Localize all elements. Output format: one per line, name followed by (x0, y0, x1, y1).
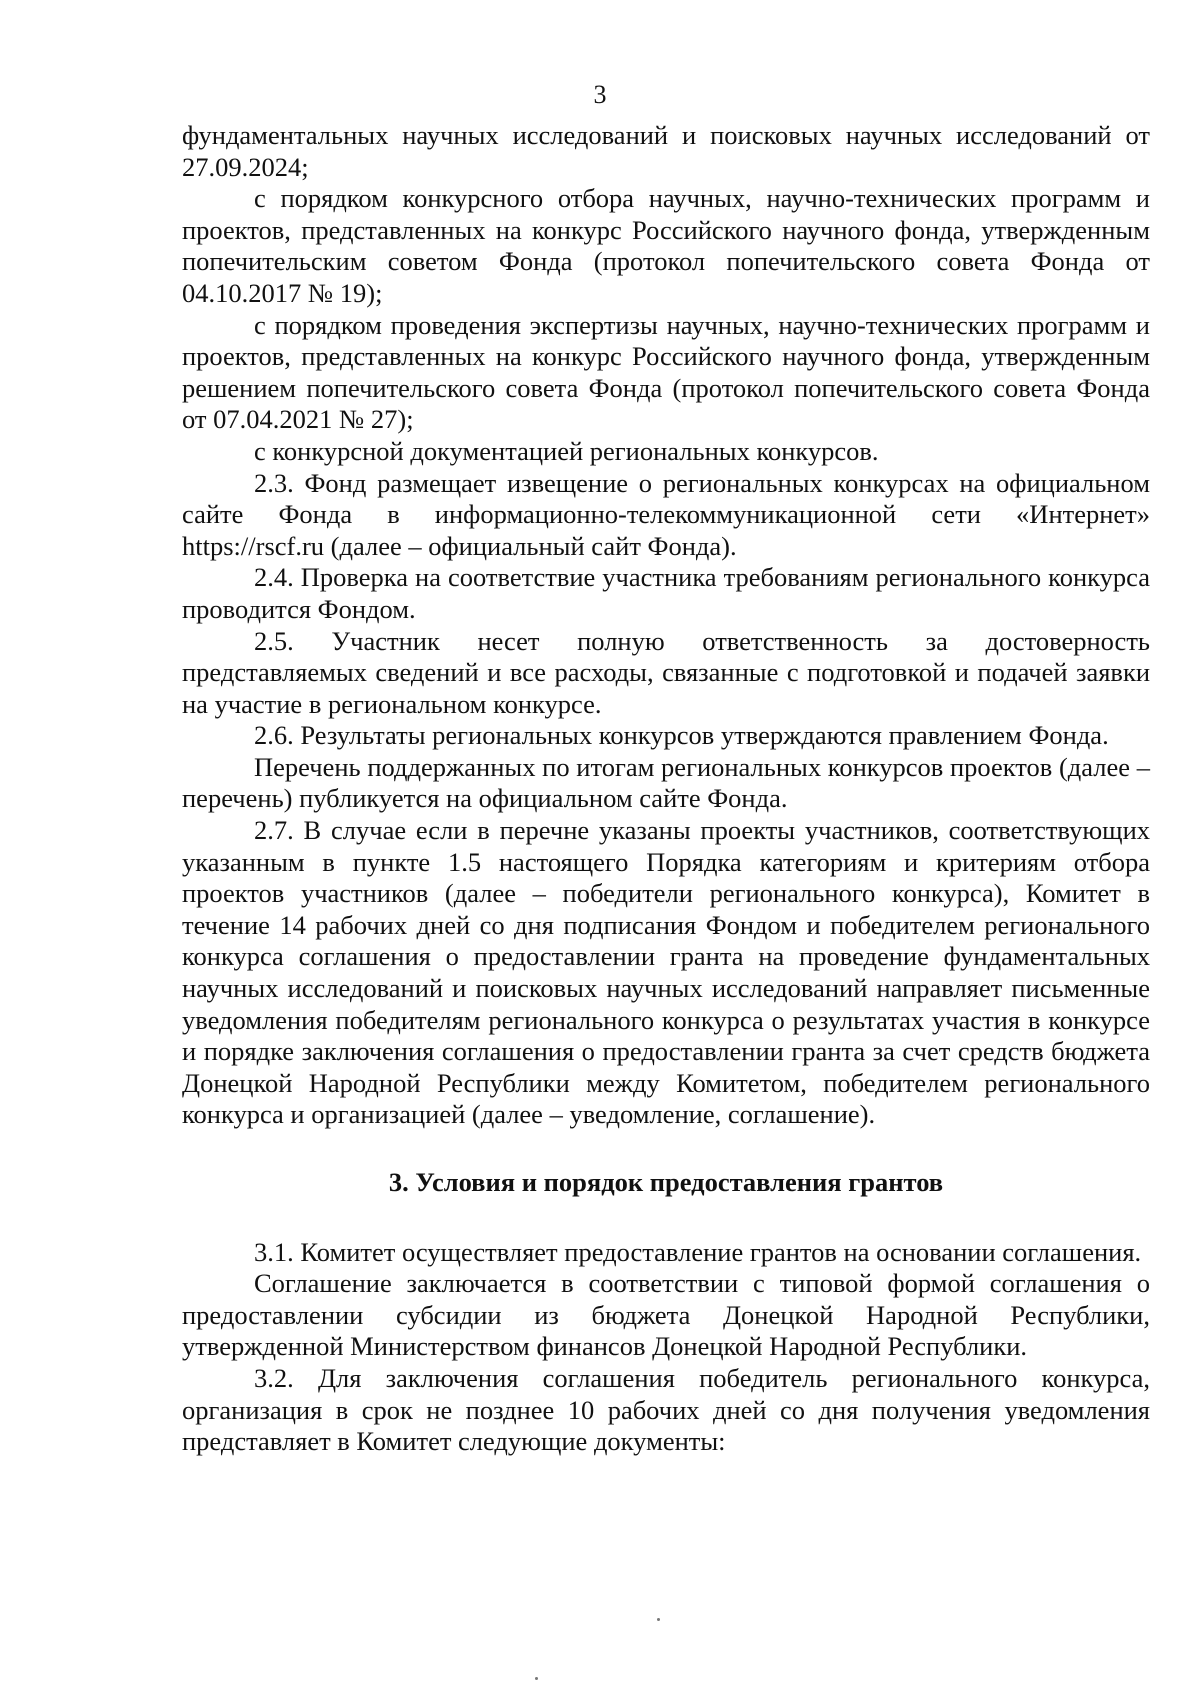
scan-speck (535, 1677, 538, 1680)
paragraph-expertise-order: с порядком проведения экспертизы научных, научно-технических программ и проектов, представленных на конкурс Российского научного фонда, утвержденным решением попечительского совета Фонда (протокол попечительского совета Фонда от 07.04.2021 № 27); (182, 309, 1150, 435)
paragraph-2-4: 2.4. Проверка на соответствие участника требованиям регионального конкурса проводится Фондом. (182, 562, 1150, 624)
paragraph-3-1: 3.1. Комитет осуществляет предоставление грантов на основании соглашения. (254, 1236, 1142, 1267)
paragraph-continuation: фундаментальных научных исследований и поисковых научных исследований от 27.09.2024; (182, 120, 1150, 182)
paragraph-2-7: 2.7. В случае если в перечне указаны проекты участников, соответствующих указанным в пункте 1.5 настоящего Порядка категориям и критериям отбора проектов участников (далее – победители регионального конкурса), Комитет в течение 14 рабочих дней со дня подписания Фондом и победителем регионального конкурса соглашения о предоставлении гранта на проведение фундаментальных научных исследований и поисковых научных исследований направляет письменные уведомления победителям регионального конкурса о результатах участия в конкурсе и порядке заключения соглашения о предоставлении гранта за счет средств бюджета Донецкой Народной Республики между Комитетом, победителем регионального конкурса и организацией (далее – уведомление, соглашение). (182, 815, 1150, 1130)
document-body (182, 120, 1150, 1458)
paragraph-3-2: 3.2. Для заключения соглашения победитель регионального конкурса, организация в срок не позднее 10 рабочих дней со дня получения уведомления представляет в Комитет следующие документы: (182, 1362, 1150, 1457)
paragraph-competition-selection-order: с порядком конкурсного отбора научных, научно-технических программ и проектов, представленных на конкурс Российского научного фонда, утвержденным попечительским советом Фонда (протокол попечительского совета Фонда от 04.10.2017 № 19); (182, 183, 1150, 308)
section-heading: 3. Условия и порядок предоставления грантов (388, 1167, 944, 1197)
scan-speck (657, 1618, 660, 1621)
paragraph-competition-documentation: с конкурсной документацией региональных конкурсов. (254, 435, 879, 466)
paragraph-2-5: 2.5. Участник несет полную ответственность за достоверность представляемых сведений и все расходы, связанные с подготовкой и подачей заявки на участие в региональном конкурсе. (182, 625, 1150, 719)
page-number: 3 (593, 80, 607, 109)
paragraph-agreement-form: Соглашение заключается в соответствии с типовой формой соглашения о предоставлении субсидии из бюджета Донецкой Народной Республики, утвержденной Министерством финансов Донецкой Народной Республики. (182, 1268, 1150, 1362)
paragraph-2-3: 2.3. Фонд размещает извещение о региональных конкурсах на официальном сайте Фонда в информационно-телекоммуникационной сети «Интернет» https://rscf.ru (далее – официальный сайт Фонда). (182, 467, 1150, 561)
paragraph-2-6: 2.6. Результаты региональных конкурсов утверждаются правлением Фонда. (254, 720, 1109, 751)
paragraph-list-publication: Перечень поддержанных по итогам региональных конкурсов проектов (далее – перечень) публикуется на официальном сайте Фонда. (182, 751, 1150, 814)
